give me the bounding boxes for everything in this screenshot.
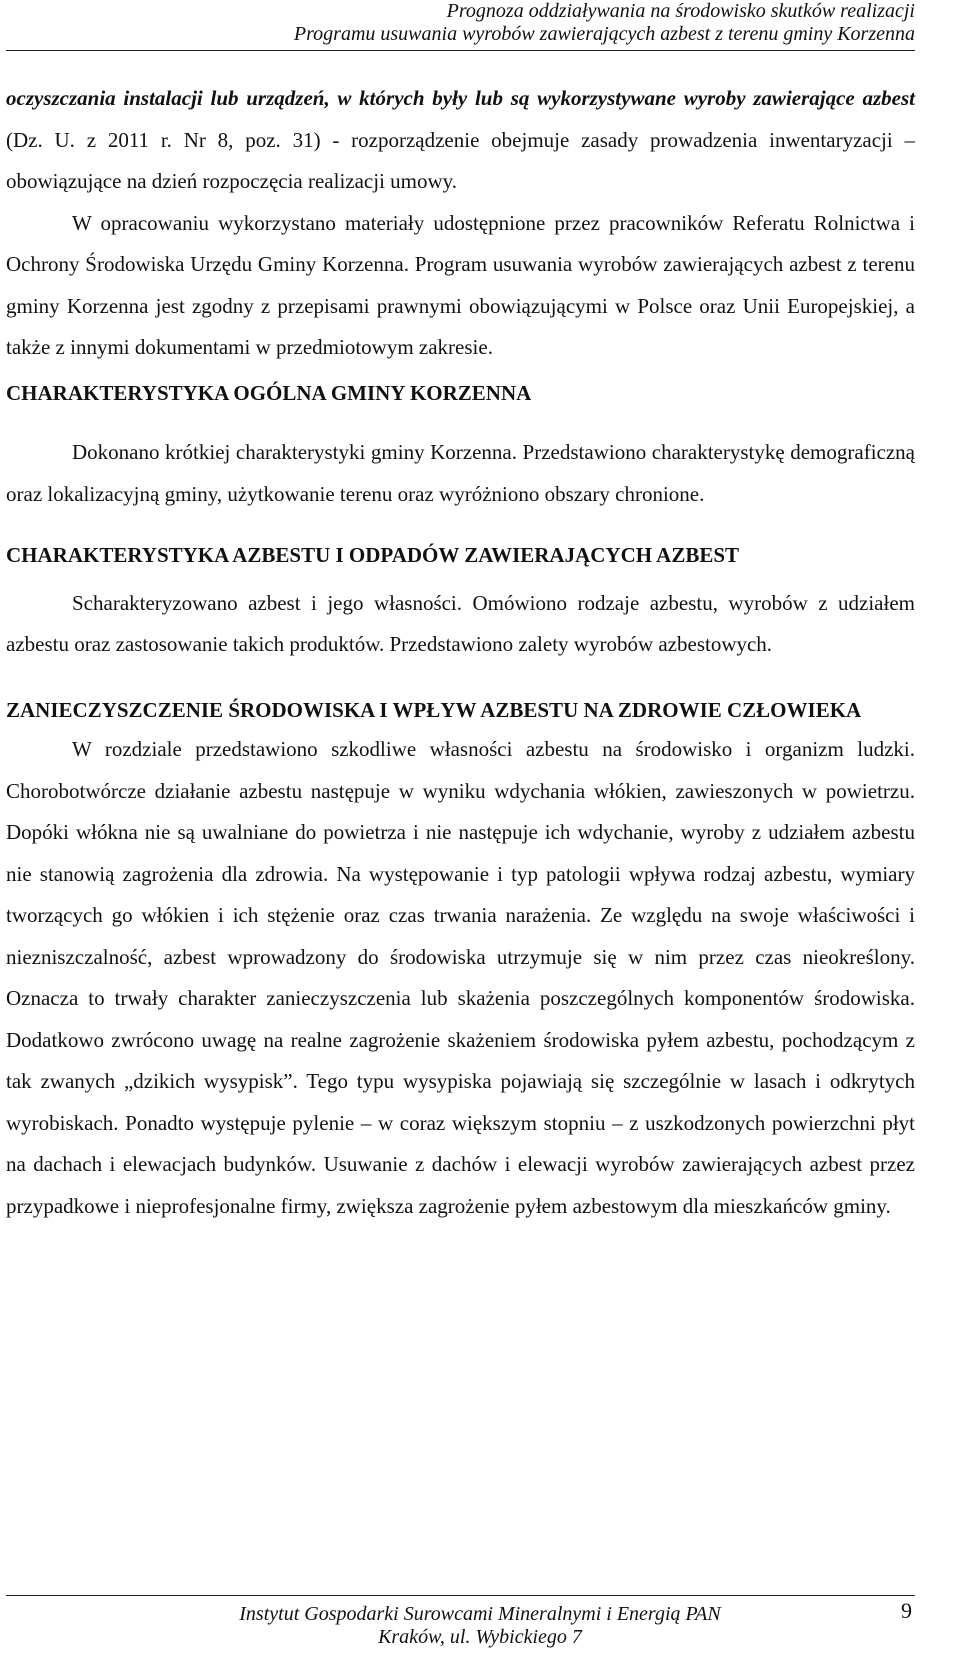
section-body-general: Dokonano krótkiej charakterystyki gminy Korzenna. Przedstawiono charakterystykę demograficzną oraz lokalizacyjną gminy, użytkowanie terenu oraz wyróżniono obszary chronione. xyxy=(6,440,915,506)
intro-paragraph xyxy=(6,78,915,203)
page-content xyxy=(6,78,915,1227)
footer-institution: Instytut Gospodarki Surowcami Mineralnymi i Energią PAN xyxy=(239,1603,721,1625)
intro-rest: (Dz. U. z 2011 r. Nr 8, poz. 31) - rozporządzenie obejmuje zasady prowadzenia inwentaryzacji – obowiązujące na dzień rozpoczęcia realizacji umowy. xyxy=(6,127,915,193)
header-divider xyxy=(6,50,915,51)
regulation-title: oczyszczania instalacji lub urządzeń, w których były lub są wykorzystywane wyroby zawierające azbest xyxy=(6,86,915,110)
page-footer xyxy=(0,1603,960,1649)
footer-divider xyxy=(6,1595,915,1596)
header-line-2: Programu usuwania wyrobów zawierających azbest z terenu gminy Korzenna xyxy=(293,23,915,45)
section-heading-general: CHARAKTERYSTYKA OGÓLNA GMINY KORZENNA xyxy=(6,380,532,405)
page-header xyxy=(294,0,915,46)
header-line-1: Prognoza oddziaływania na środowisko skutków realizacji xyxy=(446,0,915,22)
section-body-pollution: W rozdziale przedstawiono szkodliwe własności azbestu na środowisko i organizm ludzki. Chorobotwórcze działanie azbestu następuje w wyniku wdychania włókien, zawieszonych w powietrzu. Dopóki włókna nie są uwalniane do powietrza i nie następuje ich wdychanie, wyroby z udziałem azbestu nie stanowią zagrożenia dla zdrowia. Na występowanie i typ patologii wpływa rodzaj azbestu, wymiary tworzących go włókien i ich stężenie oraz czas trwania narażenia. Ze względu na swoje właściwości i niezniszczalność, azbest wprowadzony do środowiska utrzymuje się w nim przez czas nieokreślony. Oznacza to trwały charakter zanieczyszczenia lub skażenia poszczególnych komponentów środowiska. Dodatkowo zwrócono uwagę na realne zagrożenie skażeniem środowiska pyłem azbestu, pochodzącym z tak zwanych „dzikich wysypisk”. Tego typu wysypiska pojawiają się szczególnie w lasach i odkrytych wyrobiskach. Ponadto występuje pylenie – w coraz większym stopniu – z uszkodzonych powierzchni płyt na dachach i elewacjach budynków. Usuwanie z dachów i elewacji wyrobów zawierających azbest przez przypadkowe i nieprofesjonalne firmy, zwiększa zagrożenie pyłem azbestowym dla mieszkańców gminy. xyxy=(6,737,915,1218)
section-heading-asbestos: CHARAKTERYSTYKA AZBESTU I ODPADÓW ZAWIERAJĄCYCH AZBEST xyxy=(6,543,740,567)
page-number: 9 xyxy=(901,1598,912,1623)
section-heading-pollution: ZANIECZYSZCZENIE ŚRODOWISKA I WPŁYW AZBESTU NA ZDROWIE CZŁOWIEKA xyxy=(6,697,862,722)
materials-paragraph: W opracowaniu wykorzystano materiały udostępnione przez pracowników Referatu Rolnictwa i Ochrony Środowiska Urzędu Gminy Korzenna. Program usuwania wyrobów zawierających azbest z terenu gminy Korzenna jest zgodny z przepisami prawnymi obowiązującymi w Polsce oraz Unii Europejskiej, a także z innymi dokumentami w przedmiotowym zakresie. xyxy=(6,210,915,359)
footer-address: Kraków, ul. Wybickiego 7 xyxy=(378,1626,582,1648)
section-body-asbestos: Scharakteryzowano azbest i jego własności. Omówiono rodzaje azbestu, wyrobów z udziałem azbestu oraz zastosowanie takich produktów. Przedstawiono zalety wyrobów azbestowych. xyxy=(6,590,915,656)
